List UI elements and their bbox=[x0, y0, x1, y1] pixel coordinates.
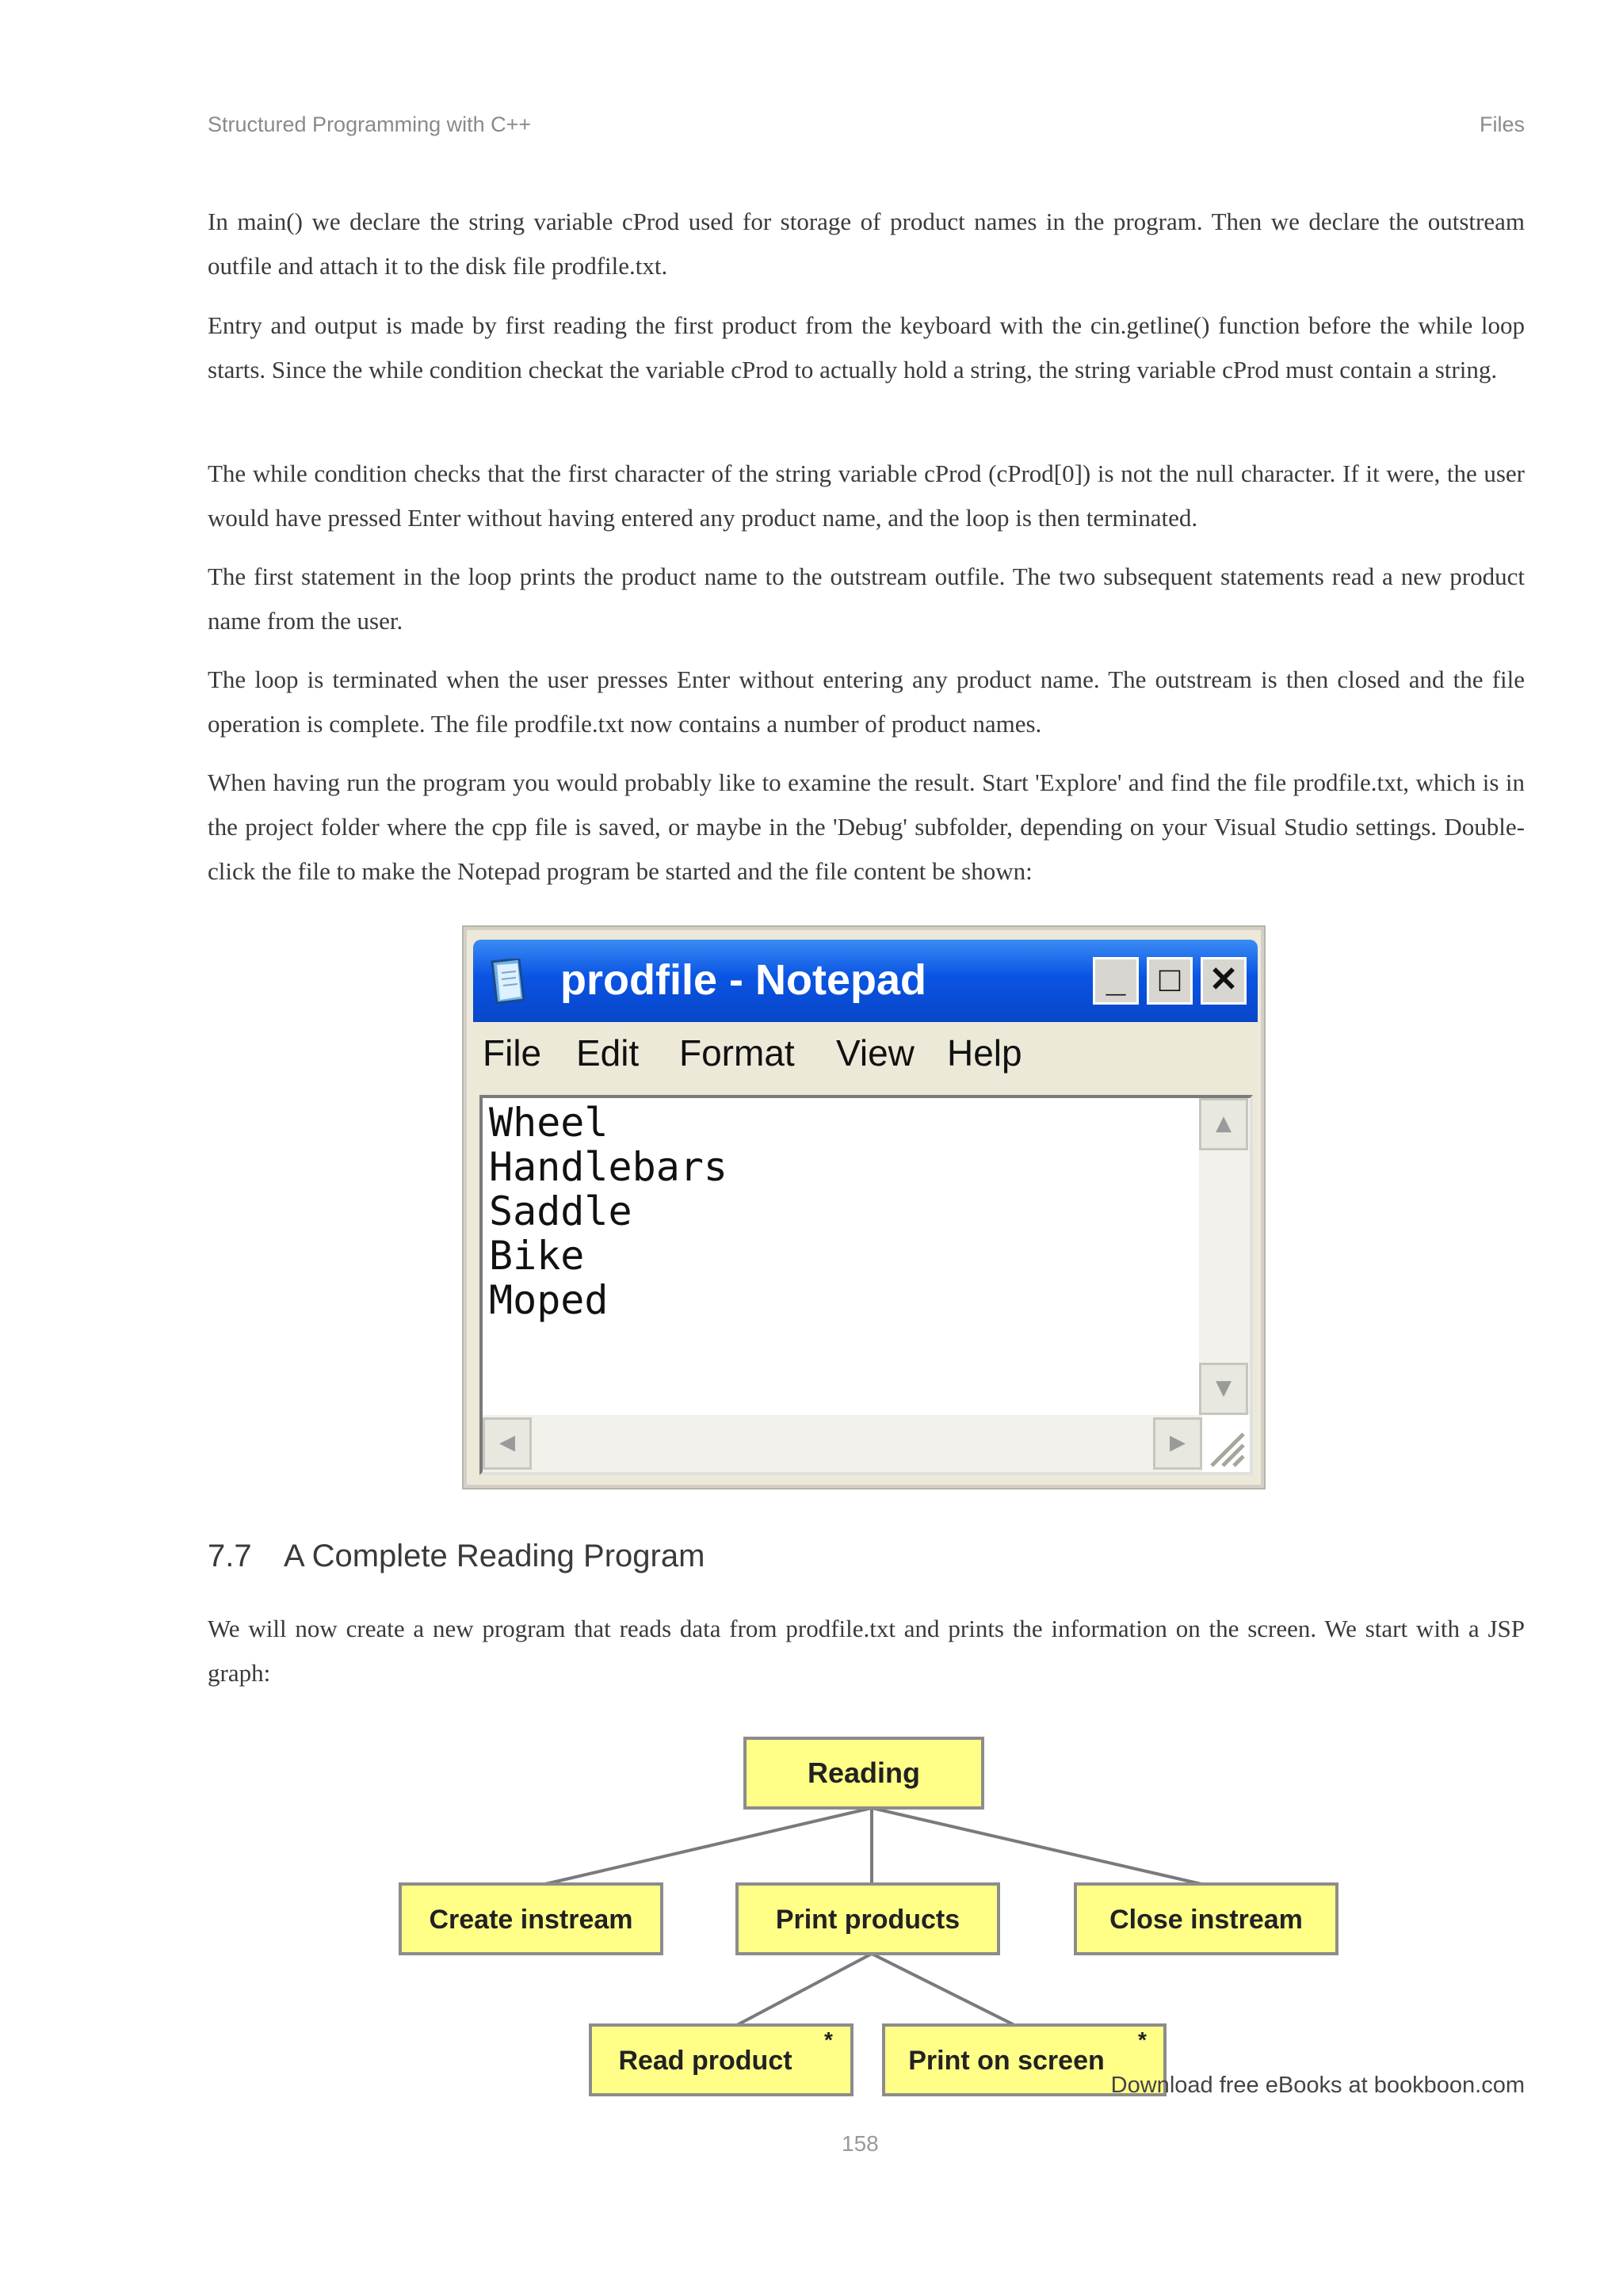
menu-edit[interactable]: Edit bbox=[576, 1032, 640, 1074]
jsp-box-close-instream bbox=[1075, 1884, 1337, 1954]
footer-download-note: Download free eBooks at bookboon.com bbox=[1110, 2073, 1525, 2098]
paragraph-4: The first statement in the loop prints the product name to the outstream outfile. The two subsequent statements read a new product name from the user. bbox=[208, 563, 1525, 635]
menu-view[interactable]: View bbox=[836, 1032, 915, 1074]
paragraph-6: When having run the program you would probably like to examine the result. Start 'Explore' and find the file prodfile.txt, which is in the project folder where the cpp file is saved, or maybe in the 'Debug' subfolder, depending on your Visual Studio settings. Double-click the file to make the Notepad program be started and the file content be shown: bbox=[208, 769, 1525, 885]
jsp-create-instream-label: Create instream bbox=[429, 1905, 633, 1935]
jsp-box-create-instream bbox=[400, 1884, 662, 1954]
scroll-left-icon[interactable]: ◀ bbox=[483, 1417, 532, 1470]
notepad-title: prodfile - Notepad bbox=[560, 956, 926, 1004]
section-intro: We will now create a new program that reads data from prodfile.txt and prints the information on the screen. We start with a JSP graph: bbox=[208, 1615, 1525, 1687]
jsp-print-products-label: Print products bbox=[775, 1905, 960, 1935]
text-line-moped: Moped bbox=[489, 1277, 609, 1323]
paragraph-5: The loop is terminated when the user presses Enter without entering any product name. The outstream is then closed and the file operation is complete. The file prodfile.txt now contains a number of product names. bbox=[208, 666, 1525, 738]
jsp-iteration-mark: * bbox=[824, 2027, 833, 2052]
menu-help[interactable]: Help bbox=[947, 1032, 1022, 1074]
section-number: 7.7 bbox=[208, 1539, 252, 1573]
jsp-box-reading bbox=[745, 1738, 983, 1808]
running-header-left: Structured Programming with C++ bbox=[208, 113, 532, 136]
text-line-saddle: Saddle bbox=[489, 1188, 632, 1234]
text-line-handlebars: Handlebars bbox=[489, 1144, 728, 1190]
jsp-iteration-mark: * bbox=[1138, 2027, 1147, 2052]
text-line-bike: Bike bbox=[489, 1233, 585, 1279]
jsp-box-read-product bbox=[590, 2025, 852, 2095]
running-header-right: Files bbox=[1479, 113, 1525, 136]
maximize-button[interactable]: □ bbox=[1147, 957, 1193, 1005]
jsp-connector bbox=[737, 1954, 872, 2025]
jsp-connector bbox=[545, 1808, 872, 1884]
menu-file[interactable]: File bbox=[483, 1032, 542, 1074]
text-line-wheel: Wheel bbox=[489, 1100, 609, 1146]
paragraph-1: In main() we declare the string variable cProd used for storage of product names in the program. Then we declare the outstream outfile and attach it to the disk file prodfile.txt. bbox=[208, 208, 1525, 280]
jsp-print-on-screen-label: Print on screen bbox=[908, 2046, 1105, 2076]
close-button[interactable]: ✕ bbox=[1201, 957, 1247, 1005]
scroll-right-icon[interactable]: ▶ bbox=[1153, 1417, 1202, 1470]
minimize-button[interactable]: _ bbox=[1093, 957, 1139, 1005]
jsp-root-label: Reading bbox=[807, 1756, 921, 1789]
jsp-read-product-label: Read product bbox=[618, 2046, 792, 2076]
scroll-down-icon[interactable]: ▼ bbox=[1199, 1363, 1248, 1415]
menu-format[interactable]: Format bbox=[679, 1032, 795, 1074]
jsp-close-instream-label: Close instream bbox=[1109, 1905, 1303, 1935]
jsp-box-print-products bbox=[737, 1884, 999, 1954]
page-number: 158 bbox=[842, 2131, 879, 2156]
section-title: A Complete Reading Program bbox=[284, 1539, 705, 1573]
scroll-up-icon[interactable]: ▲ bbox=[1199, 1098, 1248, 1150]
jsp-connector bbox=[872, 1954, 1014, 2025]
jsp-connector bbox=[872, 1808, 1201, 1884]
paragraph-3: The while condition checks that the first character of the string variable cProd (cProd[0]) is not the null character. If it were, the user would have pressed Enter without having entered any product name, and the loop is then terminated. bbox=[208, 460, 1525, 532]
paragraph-2: Entry and output is made by first reading the first product from the keyboard with the cin.getline() function before the while loop starts. Since the while condition checkat the variable cProd to actually hold a string, the string variable cProd must contain a string. bbox=[208, 311, 1525, 383]
